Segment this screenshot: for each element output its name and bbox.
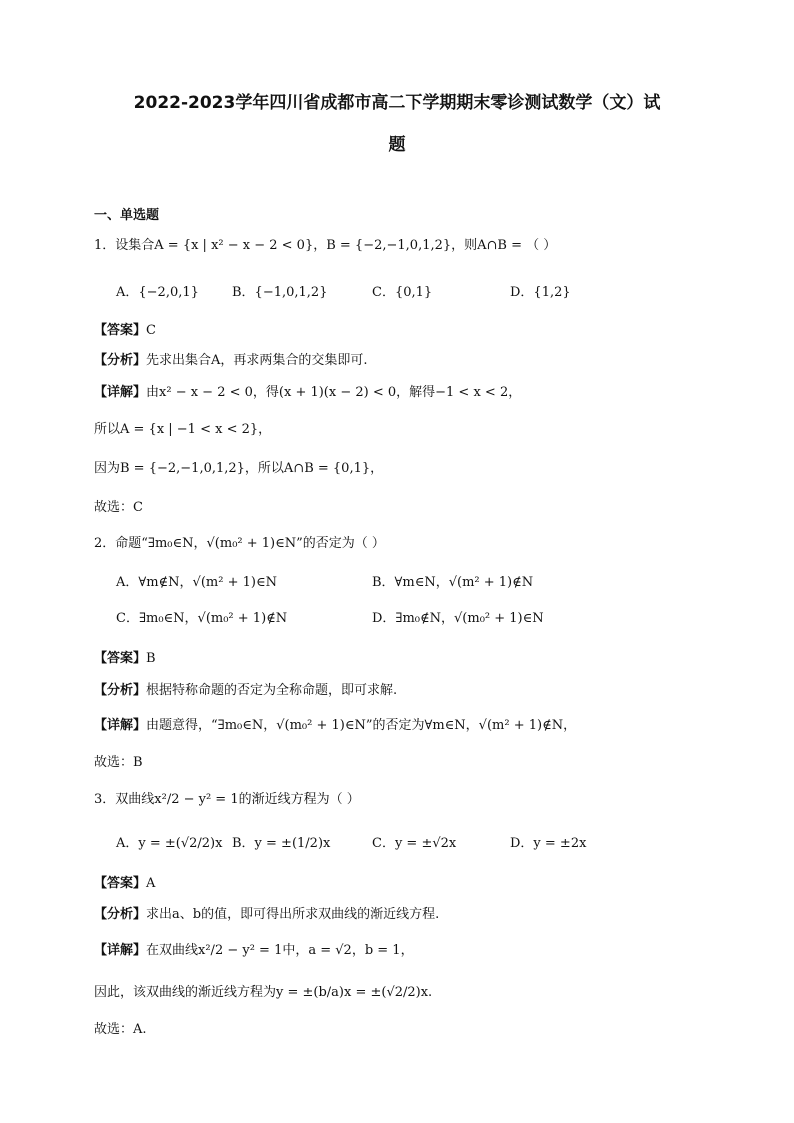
answer-tag: 【答案】 (94, 651, 147, 666)
q3-option-d: D．y = ±2x (510, 836, 587, 851)
detail-text: 由x² − x − 2 < 0，得(x + 1)(x − 2) < 0，解得−1 < x < 2， (146, 385, 522, 400)
detail-tag: 【详解】 (94, 385, 147, 400)
q1-option-b: B．{−1,0,1,2} (232, 285, 328, 300)
q3-option-c: C．y = ±√2x (372, 836, 457, 851)
q2-answer (94, 647, 156, 666)
q3-detail (94, 939, 414, 958)
analysis-tag: 【分析】 (94, 907, 147, 922)
q2-option-d: D．∃m₀∉N，√(m₀² + 1)∈N (372, 611, 544, 626)
q1-option-a: A．{−2,0,1} (116, 285, 199, 300)
analysis-text: 求出a、b的值，即可得出所求双曲线的渐近线方程. (146, 907, 440, 922)
answer-value: B (146, 651, 156, 666)
q2-analysis (94, 679, 397, 698)
q2-option-a: A．∀m∉N，√(m² + 1)∈N (116, 575, 277, 590)
q3-detail-line2: 因此，该双曲线的渐近线方程为y = ±(b/a)x = ±(√2/2)x. (94, 985, 433, 1000)
answer-tag: 【答案】 (94, 323, 147, 338)
q3-choice: 故选：A. (94, 1022, 147, 1037)
detail-tag: 【详解】 (94, 718, 147, 733)
answer-value: A (146, 876, 156, 891)
analysis-tag: 【分析】 (94, 353, 147, 368)
detail-tag: 【详解】 (94, 943, 147, 958)
answer-value: C (146, 323, 156, 338)
detail-text: 在双曲线x²/2 − y² = 1中，a = √2，b = 1， (146, 943, 414, 958)
analysis-text: 根据特称命题的否定为全称命题，即可求解. (146, 683, 398, 698)
q3-answer (94, 872, 155, 891)
q1-choice: 故选：C (94, 500, 143, 515)
q1-analysis (94, 349, 368, 368)
q3-analysis (94, 903, 439, 922)
section-heading: 一、单选题 (94, 208, 160, 223)
q2-option-c: C．∃m₀∈N，√(m₀² + 1)∉N (116, 611, 288, 626)
analysis-text: 先求出集合A，再求两集合的交集即可. (146, 353, 368, 368)
answer-tag: 【答案】 (94, 876, 147, 891)
q1-answer (94, 319, 156, 338)
document-title-line1: 2022-2023学年四川省成都市高二下学期期末零诊测试数学（文）试 (133, 93, 661, 113)
q1-detail (94, 381, 521, 400)
q1-detail-line2: 所以A = {x | −1 < x < 2}， (94, 422, 272, 437)
q1-option-d: D．{1,2} (510, 285, 571, 300)
analysis-tag: 【分析】 (94, 683, 147, 698)
q2-stem: 2．命题“∃m₀∈N，√(m₀² + 1)∈N”的否定为（ ） (94, 536, 385, 551)
q3-stem: 3．双曲线x²/2 − y² = 1的渐近线方程为（ ） (94, 792, 360, 807)
detail-text: 由题意得，“∃m₀∈N，√(m₀² + 1)∈N”的否定为∀m∈N，√(m² + 1)∉N， (146, 718, 577, 733)
document-title-line2: 题 (388, 135, 406, 155)
q2-detail (94, 714, 576, 733)
q2-choice: 故选：B (94, 755, 143, 770)
q3-option-b: B．y = ±(1/2)x (232, 836, 331, 851)
q3-option-a: A．y = ±(√2/2)x (116, 836, 223, 851)
q1-detail-line3: 因为B = {−2,−1,0,1,2}，所以A∩B = {0,1}， (94, 461, 384, 476)
q1-option-c: C．{0,1} (372, 285, 433, 300)
q2-option-b: B．∀m∈N，√(m² + 1)∉N (372, 575, 534, 590)
q1-stem: 1．设集合A = {x | x² − x − 2 < 0}，B = {−2,−1,0,1,2}，则A∩B = （ ） (94, 238, 557, 253)
